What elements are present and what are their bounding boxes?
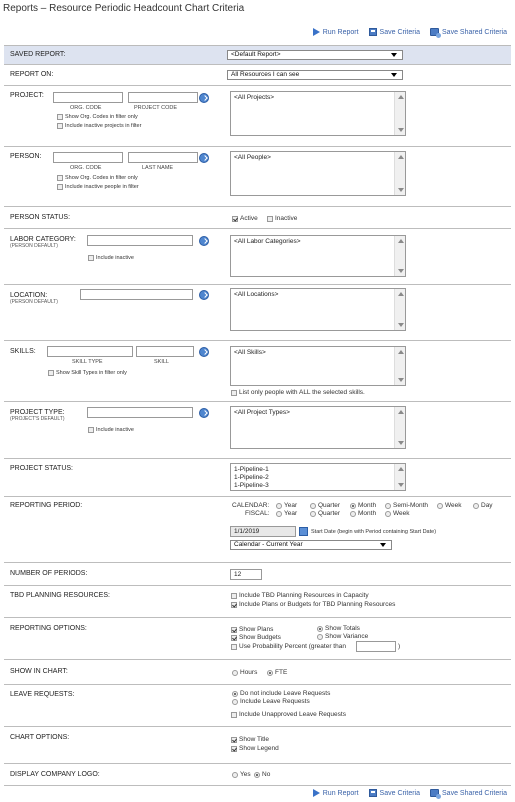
all-skills-checkbox[interactable]: List only people with ALL the selected skills. [231,389,365,396]
show-title-checkbox[interactable]: Show Title [231,736,269,743]
cal-week-radio[interactable]: Week [437,502,462,509]
person-col-org: ORG. CODE [70,165,102,171]
run-report-button[interactable]: Run Report [313,28,359,36]
labor-scrollbar[interactable] [394,236,405,276]
labor-category-row [4,229,511,285]
project-status-label: PROJECT STATUS: [10,465,74,472]
play-icon [313,28,320,36]
save-icon [369,28,377,36]
start-date-input[interactable]: 1/1/2019 [230,526,296,537]
reporting-options-label: REPORTING OPTIONS: [10,625,87,632]
project-col-code: PROJECT CODE [134,105,177,111]
tbd-capacity-checkbox[interactable]: Include TBD Planning Resources in Capacity [231,592,369,599]
shared-save-icon [430,789,439,797]
save-shared-criteria-button[interactable]: Save Shared Criteria [430,28,507,36]
calendar-icon[interactable] [299,527,308,536]
report-on-label: REPORT ON: [10,71,54,78]
page-title: Reports – Resource Periodic Headcount Chart Criteria [3,3,245,14]
show-in-chart-label: SHOW IN CHART: [10,668,68,675]
scroll-down-icon[interactable] [398,128,404,132]
project-search-icon[interactable] [199,93,209,103]
location-search-icon[interactable] [199,290,209,300]
unapproved-leave-checkbox[interactable]: Include Unapproved Leave Requests [231,711,346,718]
person-last-name-input[interactable] [128,152,198,163]
inactive-checkbox[interactable]: Inactive [267,215,297,222]
skills-row [4,341,511,402]
project-status-row [4,459,511,497]
display-logo-row [4,764,511,786]
number-of-periods-row [4,563,511,586]
chart-options-row [4,727,511,764]
project-list-item[interactable]: <All Projects> [234,94,275,101]
person-col-last: LAST NAME [142,165,174,171]
show-in-chart-row [4,660,511,685]
scroll-down-icon[interactable] [398,483,404,487]
scroll-up-icon[interactable] [398,467,404,471]
labor-category-listbox[interactable] [230,235,406,277]
probability-input[interactable] [356,641,396,652]
skills-col-type: SKILL TYPE [72,359,103,365]
project-type-row [4,402,511,459]
show-budgets-checkbox[interactable]: Show Budgets [231,634,281,641]
project-row [4,86,511,147]
labor-include-inactive-checkbox[interactable]: Include inactive [88,255,134,261]
labor-list-item[interactable]: <All Labor Categories> [234,238,301,245]
location-list-item[interactable]: <All Locations> [234,291,279,298]
project-type-input[interactable] [87,407,193,418]
labor-category-search-icon[interactable] [199,236,209,246]
cal-quarter-radio[interactable]: Quarter [310,502,340,509]
person-list-item[interactable]: <All People> [234,154,271,161]
scroll-up-icon[interactable] [398,410,404,414]
project-label: PROJECT: [10,92,44,99]
person-scrollbar[interactable] [394,152,405,195]
skills-scrollbar[interactable] [394,347,405,385]
saved-report-select[interactable]: <Default Report> [227,50,403,60]
project-status-listbox[interactable] [230,463,406,491]
scroll-up-icon[interactable] [398,155,404,159]
scroll-down-icon[interactable] [398,378,404,382]
start-date-hint: Start Date (begin with Period containing Start Date) [311,529,437,535]
skill-type-input[interactable] [47,346,133,357]
logo-yes-radio[interactable]: Yes [232,771,251,778]
person-search-icon[interactable] [199,153,209,163]
cal-year-radio[interactable]: Year [276,502,297,509]
chart-options-label: CHART OPTIONS: [10,734,70,741]
cal-month-radio[interactable]: Month [350,502,376,509]
cal-day-radio[interactable]: Day [473,502,493,509]
number-of-periods-label: NUMBER OF PERIODS: [10,570,88,577]
scroll-down-icon[interactable] [398,269,404,273]
project-status-scrollbar[interactable] [394,464,405,490]
report-on-select[interactable]: All Resources I can see [227,70,403,80]
save-criteria-button[interactable]: Save Criteria [369,28,420,36]
scroll-down-icon[interactable] [398,441,404,445]
tbd-row [4,586,511,618]
tbd-plans-checkbox[interactable]: Include Plans or Budgets for TBD Planning Resources [231,601,395,608]
saved-report-label: SAVED REPORT: [10,51,66,58]
fis-year-radio[interactable]: Year [276,510,297,517]
criteria-form [4,45,511,778]
active-checkbox[interactable]: Active [232,215,258,222]
location-label: LOCATION: [10,292,48,299]
project-type-label: PROJECT TYPE: [10,409,65,416]
probability-close-paren: ) [398,643,401,650]
person-status-row [4,207,511,229]
project-type-search-icon[interactable] [199,408,209,418]
show-variance-radio[interactable]: Show Variance [317,633,368,640]
project-listbox[interactable] [230,91,406,136]
location-row [4,285,511,341]
scroll-down-icon[interactable] [398,323,404,327]
project-col-org: ORG. CODE [70,105,102,111]
project-org-code-input[interactable] [53,92,123,103]
report-on-row [4,65,511,86]
project-status-item[interactable]: 1-Pipeline-3 [234,482,269,489]
reporting-options-row [4,618,511,660]
cal-semi-month-radio[interactable]: Semi-Month [385,502,428,509]
shared-save-icon [430,28,439,36]
location-listbox[interactable] [230,288,406,331]
skills-list-item[interactable]: <All Skills> [234,349,266,356]
calendar-label: CALENDAR: [232,502,270,509]
project-type-sub: (PROJECT'S DEFAULT) [10,416,65,422]
show-totals-radio[interactable]: Show Totals [317,625,360,632]
location-sub: (PERSON DEFAULT) [10,299,58,305]
play-icon [313,789,320,797]
fte-radio[interactable]: FTE [267,669,287,676]
fis-month-radio[interactable]: Month [350,510,376,517]
person-listbox[interactable] [230,151,406,196]
project-type-listbox[interactable] [230,406,406,449]
scroll-down-icon[interactable] [398,188,404,192]
labor-category-sub: (PERSON DEFAULT) [10,243,58,249]
period-preset-select[interactable]: Calendar - Current Year [230,540,392,550]
project-status-item[interactable]: 1-Pipeline-1 [234,466,269,473]
fis-week-radio[interactable]: Week [385,510,410,517]
labor-category-input[interactable] [87,235,193,246]
person-row [4,147,511,207]
project-status-item[interactable]: 1-Pipeline-2 [234,474,269,481]
project-show-org-checkbox[interactable]: Show Org. Codes in filter only [57,114,138,120]
saved-report-row [4,46,511,65]
bottom-toolbar [313,786,507,800]
skills-search-icon[interactable] [199,347,209,357]
scroll-up-icon[interactable] [398,239,404,243]
project-type-scrollbar[interactable] [394,407,405,448]
display-logo-label: DISPLAY COMPANY LOGO: [10,771,100,778]
location-input[interactable] [80,289,193,300]
number-of-periods-input[interactable]: 12 [230,569,262,580]
save-shared-criteria-button-bottom[interactable]: Save Shared Criteria [430,789,507,797]
show-legend-checkbox[interactable]: Show Legend [231,745,279,752]
hours-radio[interactable]: Hours [232,669,257,676]
run-report-button-bottom[interactable]: Run Report [313,789,359,797]
skills-col-skill: SKILL [154,359,169,365]
fiscal-label: FISCAL: [245,510,270,517]
reporting-period-row [4,497,511,563]
no-leave-radio[interactable]: Do not include Leave Requests [232,690,330,697]
save-criteria-button-bottom[interactable]: Save Criteria [369,789,420,797]
skill-types-only-checkbox[interactable]: Show Skill Types in filter only [48,370,127,376]
person-include-inactive-checkbox[interactable]: Include inactive people in filter [57,184,139,190]
scroll-up-icon[interactable] [398,95,404,99]
save-icon [369,789,377,797]
labor-category-label: LABOR CATEGORY: [10,236,76,243]
project-code-input[interactable] [128,92,198,103]
person-label: PERSON: [10,153,42,160]
skill-input[interactable] [136,346,194,357]
scroll-up-icon[interactable] [398,350,404,354]
location-scrollbar[interactable] [394,289,405,330]
project-include-inactive-checkbox[interactable]: Include inactive projects in filter [57,123,141,129]
top-toolbar [313,25,507,39]
scroll-up-icon[interactable] [398,292,404,296]
tbd-label: TBD PLANNING RESOURCES: [10,592,110,599]
leave-requests-label: LEAVE REQUESTS: [10,691,75,698]
person-org-code-input[interactable] [53,152,123,163]
fis-quarter-radio[interactable]: Quarter [310,510,340,517]
show-plans-checkbox[interactable]: Show Plans [231,626,273,633]
include-leave-radio[interactable]: Include Leave Requests [232,698,310,705]
skills-label: SKILLS: [10,348,36,355]
project-type-include-inactive-checkbox[interactable]: Include inactive [88,427,134,433]
person-status-label: PERSON STATUS: [10,214,71,221]
reporting-period-label: REPORTING PERIOD: [10,502,83,509]
skills-listbox[interactable] [230,346,406,386]
project-type-list-item[interactable]: <All Project Types> [234,409,290,416]
probability-checkbox[interactable]: Use Probability Percent (greater than [231,643,346,650]
project-scrollbar[interactable] [394,92,405,135]
person-show-org-checkbox[interactable]: Show Org. Codes in filter only [57,175,138,181]
leave-requests-row [4,685,511,727]
logo-no-radio[interactable]: No [254,771,270,778]
